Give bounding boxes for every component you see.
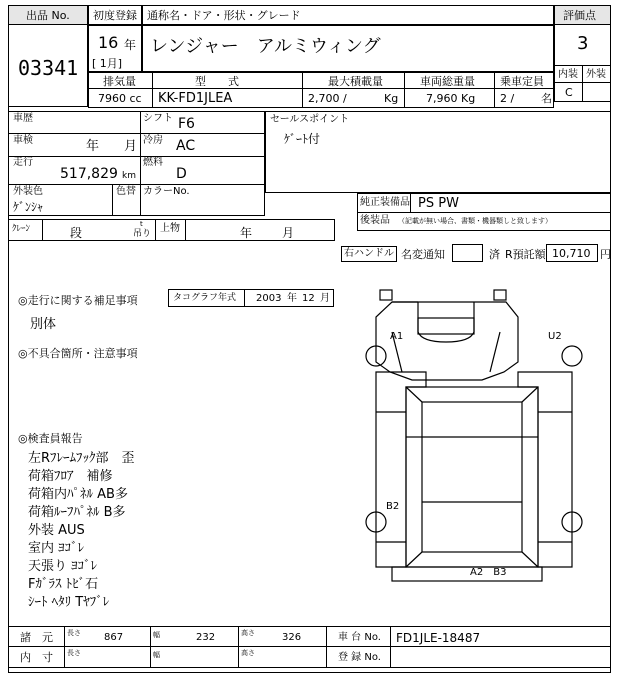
details-vdiv-2 xyxy=(112,184,113,216)
gross-weight: 7,960 Kg xyxy=(426,92,476,105)
aftermarket-note: （記載が無い場合、書類・機器類しと致します） xyxy=(398,217,552,225)
inspection-month-unit: 月 xyxy=(124,139,138,154)
length-value: 867 xyxy=(104,632,124,643)
supplement-title: ◎走行に関する補足事項 xyxy=(18,294,138,307)
inspector-line: 荷箱ﾌﾛｱ 補修 xyxy=(28,469,113,484)
inspection-label: 車検 xyxy=(13,135,33,146)
front-right-wheel xyxy=(562,346,582,366)
color-no-label: カラーNo. xyxy=(143,186,190,197)
right-mirror xyxy=(494,290,506,300)
fuel-label: 燃料 xyxy=(143,157,163,168)
lot-label: 出品 No. xyxy=(26,9,70,22)
footer-hdiv xyxy=(8,646,611,647)
height-value: 326 xyxy=(282,632,302,643)
width-label: 幅 xyxy=(153,631,160,639)
score-value: 3 xyxy=(577,33,589,54)
specs-vdiv-1 xyxy=(152,72,153,108)
inner-height-label: 高さ xyxy=(241,649,255,657)
max-load: 2,700 / xyxy=(308,92,347,105)
rear-bumper xyxy=(392,567,542,581)
chassis-value: FD1JLE-18487 xyxy=(396,631,481,645)
specs-vdiv-4 xyxy=(494,72,495,108)
recycle-amount: 10,710 xyxy=(552,247,591,260)
footer-table xyxy=(8,626,611,668)
tacho-label: タコグラフ年式 xyxy=(173,293,237,303)
displacement: 7960 cc xyxy=(98,92,142,105)
upper-year-unit: 年 xyxy=(240,226,253,240)
max-load-unit: Kg xyxy=(384,92,399,105)
inspector-line: 外装 AUS xyxy=(28,523,85,538)
windshield xyxy=(418,302,474,342)
defects-title: ◎不具合箇所・注意事項 xyxy=(18,347,138,360)
tacho-month-unit: 月 xyxy=(320,293,330,304)
first-reg-year: 16 xyxy=(98,33,119,52)
tacho-vdiv xyxy=(244,289,245,307)
damage-mark-a2b3: A2 B3 xyxy=(470,567,507,578)
supplement-text: 別体 xyxy=(30,317,57,332)
score-label: 評価点 xyxy=(563,9,596,22)
genuine-value: PS PW xyxy=(418,196,459,211)
inspector-line: Fｶﾞﾗｽ ﾄﾋﾞ石 xyxy=(28,577,99,592)
first-reg-label: 初度登録 xyxy=(93,9,137,22)
inspector-line: 左Rﾌﾚｰﾑﾌｯｸ部 歪 xyxy=(28,451,135,466)
crane-vdiv-3 xyxy=(185,219,186,241)
model-type-label: 型 式 xyxy=(195,75,239,88)
interior-grade: C xyxy=(565,86,573,99)
crane-vdiv-2 xyxy=(155,219,156,241)
score-divider-2 xyxy=(554,82,611,83)
damage-mark-u2: U2 xyxy=(548,331,562,342)
shift-value: F6 xyxy=(178,116,195,132)
crane-stage-unit: 段 xyxy=(70,226,83,240)
name-change-checkbox xyxy=(452,244,483,262)
ac-value: AC xyxy=(176,138,196,154)
fuel-value: D xyxy=(176,166,187,182)
details-hdiv-1 xyxy=(8,133,265,134)
score-vdivider xyxy=(582,65,583,102)
details-hdiv-2 xyxy=(8,156,265,157)
details-vdiv-1 xyxy=(140,111,141,184)
details-grid xyxy=(8,111,265,216)
inspection-year-unit: 年 xyxy=(86,139,100,154)
footer-vdiv-3 xyxy=(238,626,239,668)
inspector-line: 室内 ﾖｺﾞﾚ xyxy=(28,541,85,556)
mileage-label: 走行 xyxy=(13,157,33,168)
exterior-label: 外装 xyxy=(586,69,606,80)
cargo-box xyxy=(406,387,538,567)
crane-vdiv-1 xyxy=(42,219,43,241)
crane-lift-unit: 吊り xyxy=(133,229,152,239)
width-value: 232 xyxy=(196,632,216,643)
specs-vdiv-2 xyxy=(302,72,303,108)
shift-label: シフト xyxy=(143,113,173,124)
inspector-title: ◎検査員報告 xyxy=(18,432,83,445)
damage-mark-a1: A1 xyxy=(390,331,404,342)
inspector-lines xyxy=(28,447,135,609)
height-label: 高さ xyxy=(241,629,255,637)
inspector-line: ｼｰﾄ ﾍﾀﾘ Tﾔﾌﾞﾚ xyxy=(28,595,110,610)
length-label: 長さ xyxy=(67,629,81,637)
specs-vdiv-3 xyxy=(404,72,405,108)
footer-vdiv-2 xyxy=(150,626,151,668)
capacity-label: 乗車定員 xyxy=(500,75,544,88)
inspector-line: 荷箱内ﾊﾟﾈﾙ AB多 xyxy=(28,487,128,502)
footer-vdiv-1 xyxy=(64,626,65,668)
color-change-label: 色替 xyxy=(116,186,136,197)
lot-number: 03341 xyxy=(18,56,79,80)
recycle-unit: 円 xyxy=(600,248,611,261)
sales-point-label: セールスポイント xyxy=(270,114,350,125)
capacity: 2 / xyxy=(500,92,515,105)
first-reg-year-unit: 年 xyxy=(124,38,137,52)
inspector-line: 荷箱ﾙｰﾌﾊﾟﾈﾙ B多 xyxy=(28,505,126,520)
history-label: 車歴 xyxy=(13,113,33,124)
details-vdiv-3 xyxy=(140,184,141,216)
crane-label: ｸﾚｰﾝ xyxy=(12,224,31,234)
max-load-label: 最大積載量 xyxy=(328,75,383,88)
recycle-label: R預託額 xyxy=(505,248,546,261)
capacity-unit: 名 xyxy=(541,92,552,105)
sales-point-text: ｹﾞｰﾄ付 xyxy=(284,132,321,146)
inner-length-label: 長さ xyxy=(67,649,81,657)
ac-label: 冷房 xyxy=(143,135,163,146)
first-reg-month: [ 1月] xyxy=(92,57,123,70)
damage-mark-b2: B2 xyxy=(386,501,400,512)
mileage-value: 517,829 xyxy=(60,166,118,182)
exterior-color: ｹﾞﾝｼｬ xyxy=(13,200,44,214)
footer-vdiv-5 xyxy=(390,626,391,668)
genuine-label: 純正装備品 xyxy=(360,197,410,208)
body-right-side xyxy=(518,372,572,567)
tacho-year-unit: 年 xyxy=(287,293,297,304)
recycle-prefix: 済 xyxy=(489,248,500,261)
equipment-vdiv xyxy=(410,193,411,212)
specs-row-divider xyxy=(88,88,554,89)
left-mirror xyxy=(380,290,392,300)
model-type: KK-FD1JLEA xyxy=(158,91,233,106)
inner-width-label: 幅 xyxy=(153,651,160,659)
tacho-month: 12 xyxy=(302,293,315,304)
mileage-unit: km xyxy=(122,171,136,181)
truck-diagram xyxy=(362,272,592,590)
inspector-line: 天張り ﾖｺﾞﾚ xyxy=(28,559,98,574)
name-label: 通称名・ドア・形状・グレード xyxy=(147,9,301,22)
equipment-hdiv xyxy=(357,212,611,213)
rhd-label: 右ハンドル xyxy=(344,248,394,259)
upper-label: 上物 xyxy=(160,223,180,234)
gross-weight-label: 車両総重量 xyxy=(420,75,475,88)
name-change-label: 名変通知 xyxy=(401,248,445,261)
chassis-label: 車 台 No. xyxy=(338,632,381,643)
interior-label: 内装 xyxy=(558,69,578,80)
tacho-year: 2003 xyxy=(256,293,282,304)
exterior-color-label: 外装色 xyxy=(13,186,43,197)
dims-label: 諸 元 xyxy=(20,631,53,644)
inner-dims-label: 内 寸 xyxy=(20,651,53,664)
footer-vdiv-4 xyxy=(326,626,327,668)
upper-month-unit: 月 xyxy=(282,226,295,240)
aftermarket-label: 後装品 xyxy=(360,215,390,226)
details-hdiv-3 xyxy=(8,184,265,185)
body-left-side xyxy=(376,372,426,567)
model-name: レンジャー アルミウィング xyxy=(150,36,381,57)
crane-ton-unit: t xyxy=(140,220,143,228)
reg-label: 登 録 No. xyxy=(338,652,381,663)
displacement-label: 排気量 xyxy=(103,75,136,88)
